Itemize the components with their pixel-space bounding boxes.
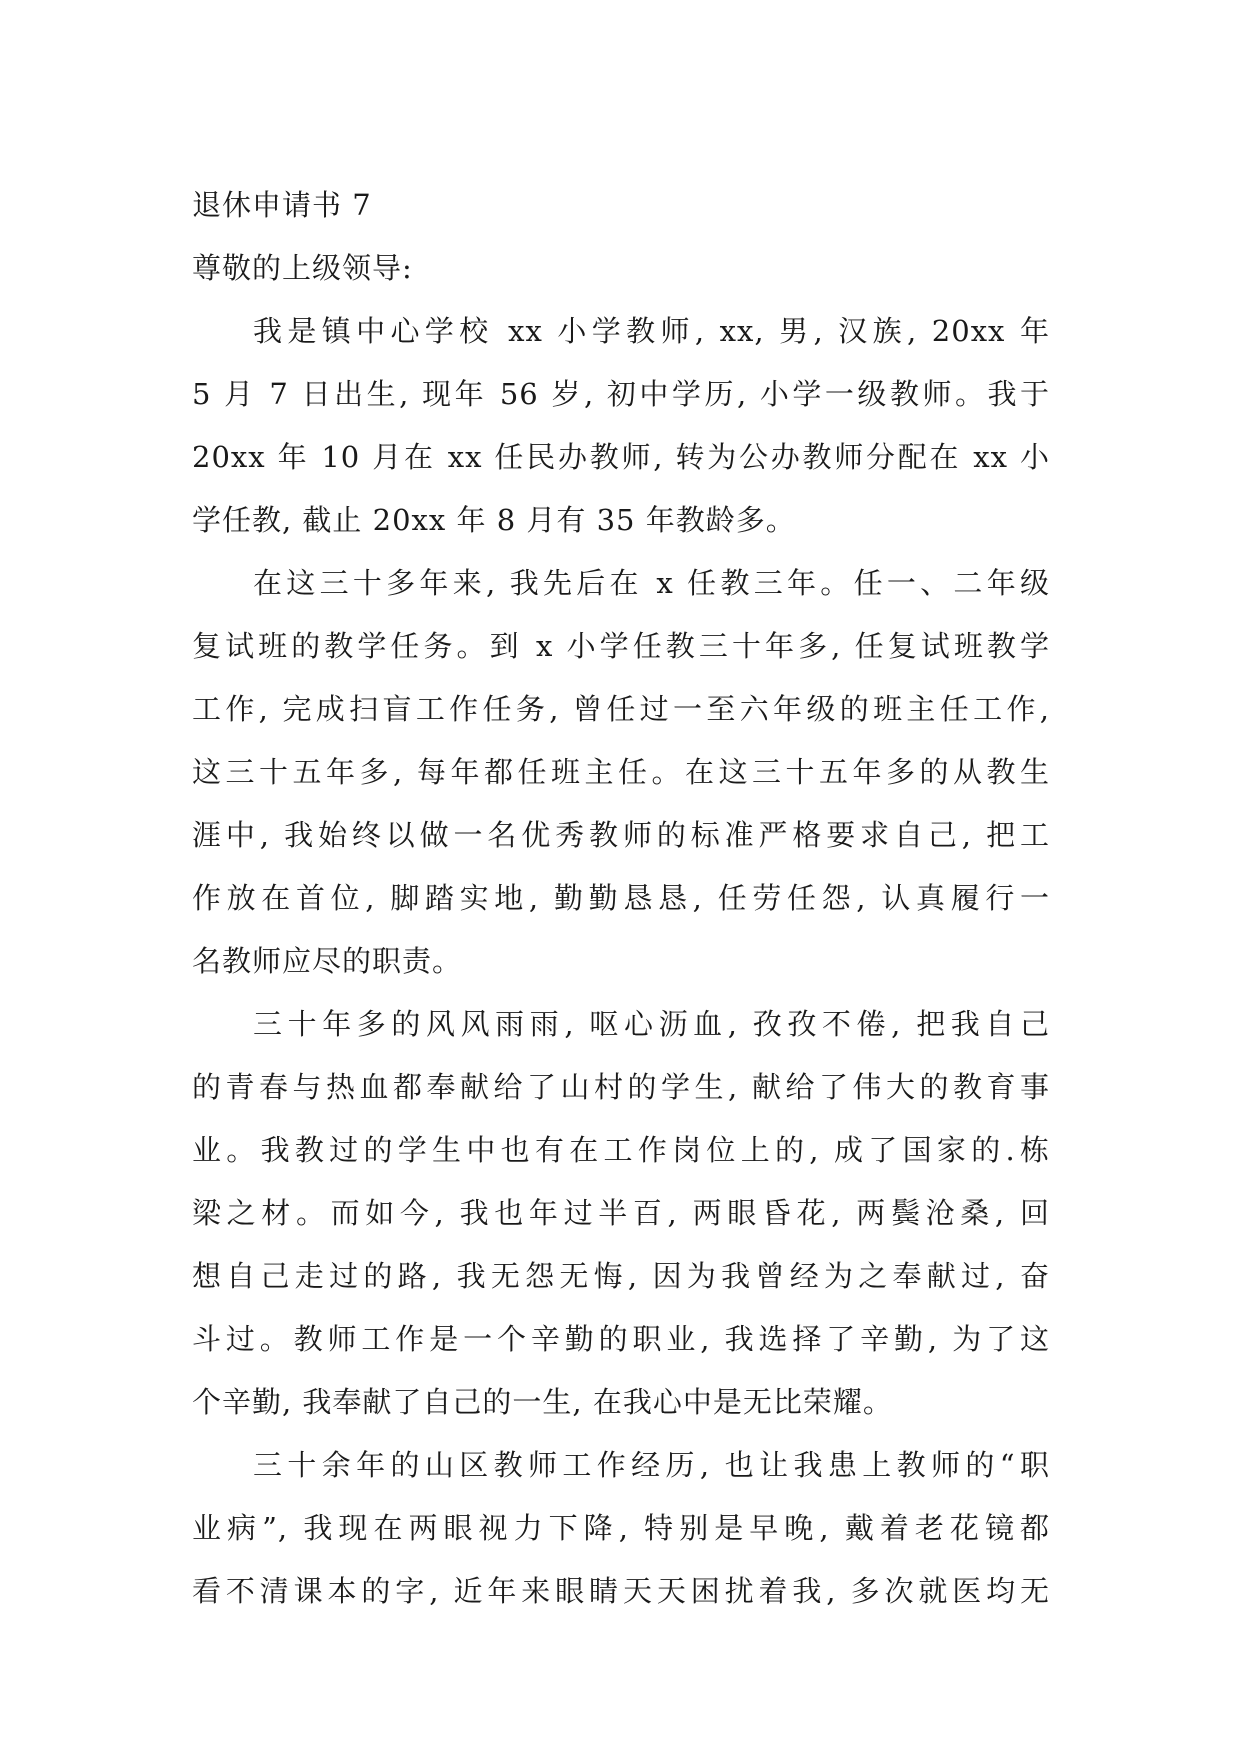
- paragraph-line: 想自己走过的路, 我无怨无悔, 因为我曾经为之奉献过, 奋: [192, 1259, 1050, 1293]
- paragraph-line: 5 月 7 日出生, 现年 56 岁, 初中学历, 小学一级教师。我于: [192, 377, 1050, 411]
- paragraph-line: 学任教, 截止 20xx 年 8 月有 35 年教龄多。: [192, 503, 796, 537]
- paragraph-line: 涯中, 我始终以做一名优秀教师的标准严格要求自己, 把工: [192, 818, 1050, 852]
- document-body: [192, 174, 1050, 1623]
- salutation: 尊敬的上级领导:: [192, 251, 413, 285]
- paragraph-line: 看不清课本的字, 近年来眼睛天天困扰着我, 多次就医均无: [192, 1574, 1050, 1608]
- paragraph-line: 梁之材。而如今, 我也年过半百, 两眼昏花, 两鬓沧桑, 回: [192, 1196, 1050, 1230]
- paragraph-line: 个辛勤, 我奉献了自己的一生, 在我心中是无比荣耀。: [192, 1385, 893, 1419]
- paragraph-line: 我是镇中心学校 xx 小学教师, xx, 男, 汉族, 20xx 年: [253, 314, 1050, 348]
- paragraph-2: [192, 552, 1050, 993]
- paragraph-line: 复试班的教学任务。到 x 小学任教三十年多, 任复试班教学: [192, 629, 1050, 663]
- paragraph-line: 三十年多的风风雨雨, 呕心沥血, 孜孜不倦, 把我自己: [253, 1007, 1050, 1041]
- paragraph-line: 名教师应尽的职责。: [192, 944, 463, 978]
- paragraph-line: 20xx 年 10 月在 xx 任民办教师, 转为公办教师分配在 xx 小: [192, 440, 1050, 474]
- paragraph-line: 这三十五年多, 每年都任班主任。在这三十五年多的从教生: [192, 755, 1050, 789]
- paragraph-3: [192, 993, 1050, 1434]
- paragraph-line: 三十余年的山区教师工作经历, 也让我患上教师的“职: [253, 1448, 1050, 1482]
- document-title: 退休申请书 7: [192, 188, 372, 222]
- paragraph-line: 业。我教过的学生中也有在工作岗位上的, 成了国家的.栋: [192, 1133, 1050, 1167]
- paragraph-line: 在这三十多年来, 我先后在 x 任教三年。任一、二年级: [253, 566, 1050, 600]
- paragraph-line: 业病”, 我现在两眼视力下降, 特别是早晚, 戴着老花镜都: [192, 1511, 1050, 1545]
- paragraph-line: 斗过。教师工作是一个辛勤的职业, 我选择了辛勤, 为了这: [192, 1322, 1050, 1356]
- paragraph-line: 的青春与热血都奉献给了山村的学生, 献给了伟大的教育事: [192, 1070, 1050, 1104]
- paragraph-line: 工作, 完成扫盲工作任务, 曾任过一至六年级的班主任工作,: [192, 692, 1050, 726]
- paragraph-4: [192, 1434, 1050, 1623]
- paragraph-1: [192, 300, 1050, 552]
- paragraph-line: 作放在首位, 脚踏实地, 勤勤恳恳, 任劳任怨, 认真履行一: [192, 881, 1050, 915]
